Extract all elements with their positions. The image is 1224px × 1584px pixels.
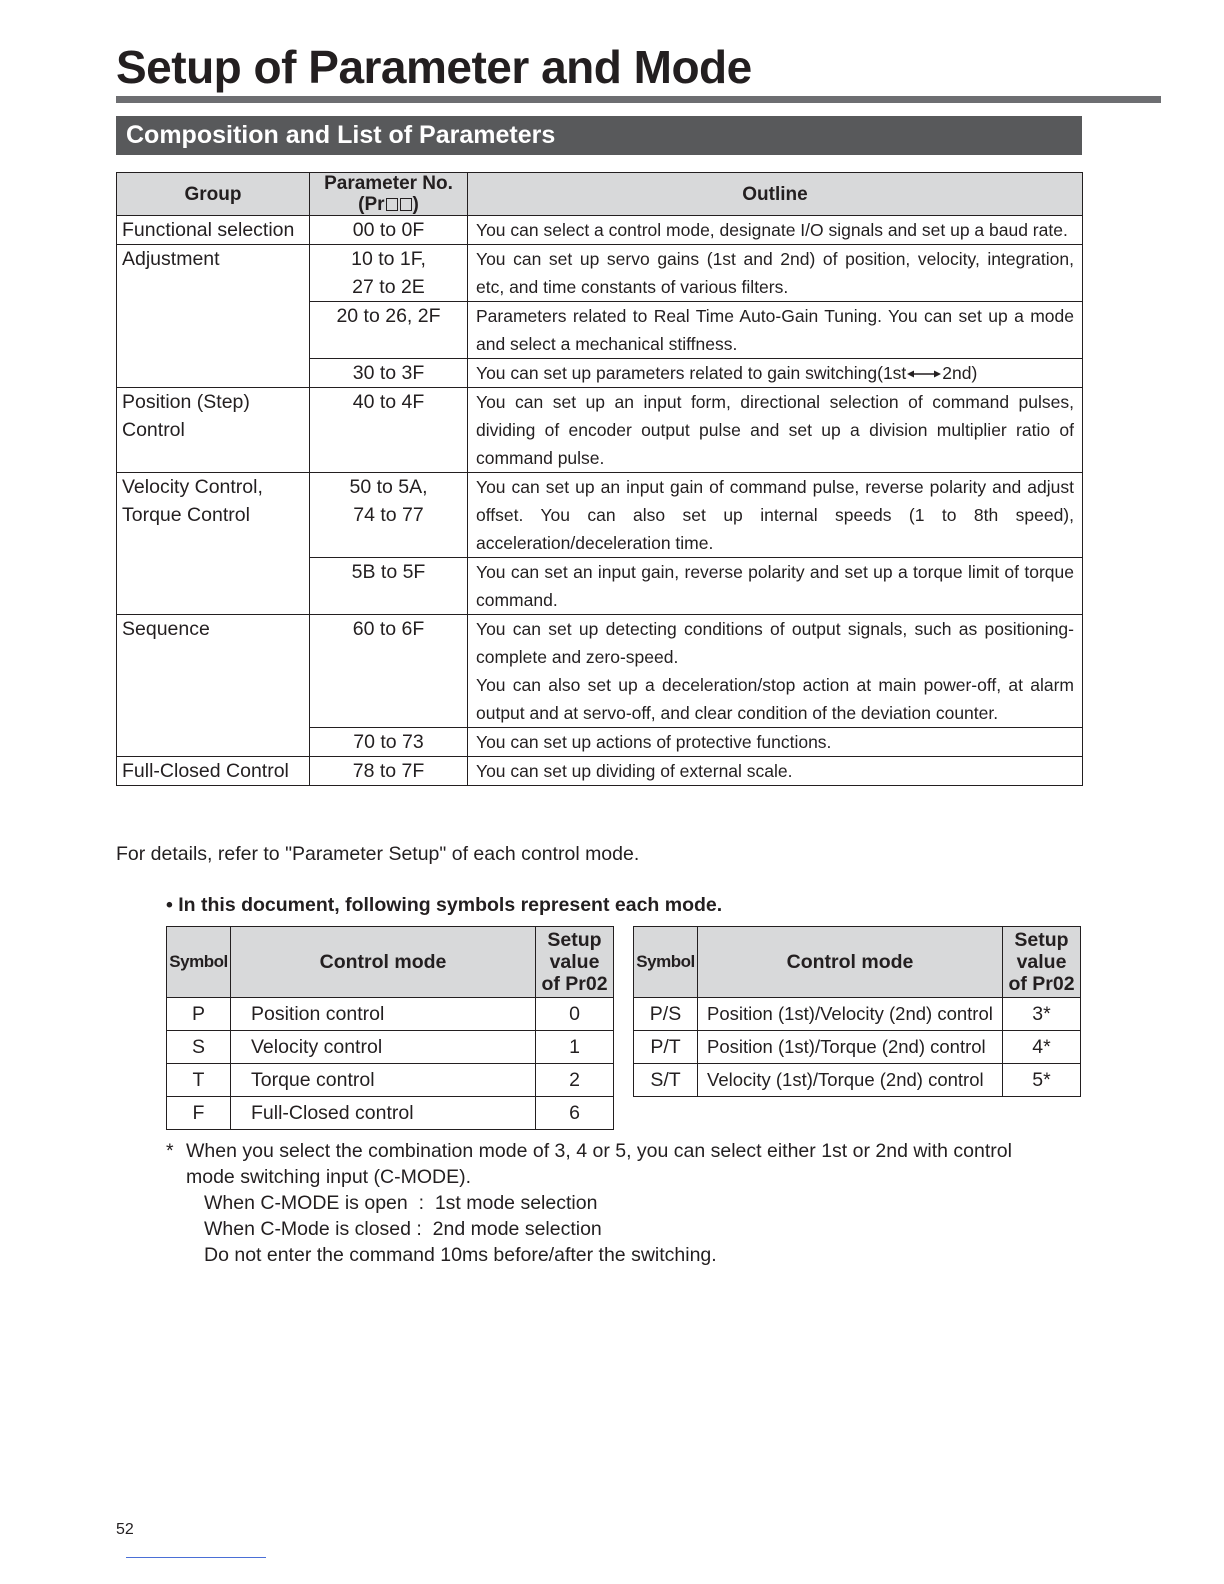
group-cell: Adjustment bbox=[117, 245, 310, 388]
symbol-cell: F bbox=[167, 1097, 231, 1130]
param-number-cell: 60 to 6F bbox=[310, 615, 468, 728]
header-parameter-no bbox=[310, 173, 468, 216]
symbol-cell: P/S bbox=[634, 998, 698, 1031]
footnote-line: When C-MODE is open : 1st mode selection bbox=[204, 1192, 598, 1214]
outline-cell: You can set an input gain, reverse polarity and set up a torque limit of torque command. bbox=[468, 558, 1083, 615]
table-row bbox=[117, 757, 1083, 786]
header-line: of Pr02 bbox=[1008, 973, 1075, 995]
symbol-cell: S/T bbox=[634, 1064, 698, 1097]
param-number-cell: 00 to 0F bbox=[310, 216, 468, 245]
param-number-cell: 40 to 4F bbox=[310, 388, 468, 473]
table-row bbox=[634, 1064, 1081, 1097]
group-cell: Sequence bbox=[117, 615, 310, 757]
table-header-row bbox=[117, 173, 1083, 216]
footnote-line: When you select the combination mode of 3, 4 or 5, you can select either 1st or 2nd with control bbox=[186, 1140, 1012, 1162]
mode-cell: Position control bbox=[231, 998, 536, 1031]
table-row bbox=[117, 388, 1083, 473]
outline-cell: You can select a control mode, designate I/O signals and set up a baud rate. bbox=[468, 216, 1083, 245]
value-cell: 0 bbox=[536, 998, 614, 1031]
table-row bbox=[117, 216, 1083, 245]
outline-paragraph: You can set up detecting conditions of output signals, such as positioning-complete and zero-speed. bbox=[476, 619, 1074, 667]
placeholder-box-icon bbox=[400, 198, 412, 211]
title-rule bbox=[116, 96, 1161, 103]
header-line: Setup bbox=[547, 929, 602, 951]
mode-cell: Velocity control bbox=[231, 1031, 536, 1064]
param-prefix: (Pr bbox=[358, 194, 385, 215]
value-cell: 5* bbox=[1003, 1064, 1081, 1097]
value-cell: 3* bbox=[1003, 998, 1081, 1031]
modes-heading: • In this document, following symbols represent each mode. bbox=[166, 894, 723, 916]
footnote-line: Do not enter the command 10ms before/after the switching. bbox=[204, 1244, 717, 1266]
header-param-line2 bbox=[310, 194, 467, 215]
param-number-cell bbox=[310, 473, 468, 558]
mode-cell: Full-Closed control bbox=[231, 1097, 536, 1130]
table-row bbox=[634, 998, 1081, 1031]
outline-cell: You can set up dividing of external scale. bbox=[468, 757, 1083, 786]
table-row bbox=[167, 998, 614, 1031]
header-line: value bbox=[549, 951, 600, 973]
table-row bbox=[117, 615, 1083, 728]
group-line: Torque Control bbox=[122, 504, 250, 526]
param-number-cell: 30 to 3F bbox=[310, 359, 468, 388]
placeholder-box-icon bbox=[386, 198, 398, 211]
param-number-cell: 20 to 26, 2F bbox=[310, 302, 468, 359]
table-header-row bbox=[167, 927, 614, 998]
param-number-cell bbox=[310, 245, 468, 302]
modes-table-left bbox=[166, 926, 614, 1130]
header-control-mode: Control mode bbox=[231, 927, 536, 998]
header-setup-value bbox=[1003, 927, 1081, 998]
header-line: value bbox=[1016, 951, 1067, 973]
symbol-cell: T bbox=[167, 1064, 231, 1097]
parameters-table bbox=[116, 172, 1083, 786]
group-cell bbox=[117, 388, 310, 473]
header-param-line1: Parameter No. bbox=[324, 173, 453, 194]
page-title: Setup of Parameter and Mode bbox=[116, 41, 752, 93]
header-group: Group bbox=[117, 173, 310, 216]
group-cell: Functional selection bbox=[117, 216, 310, 245]
outline-cell: Parameters related to Real Time Auto-Gain Tuning. You can set up a mode and select a mechanical stiffness. bbox=[468, 302, 1083, 359]
outline-cell bbox=[468, 359, 1083, 388]
outline-paragraph: You can also set up a deceleration/stop action at main power-off, at alarm output and at servo-off, and clear condition of the deviation counter. bbox=[476, 675, 1074, 723]
group-line: Control bbox=[122, 419, 185, 441]
table-row bbox=[634, 1031, 1081, 1064]
table-row bbox=[167, 1031, 614, 1064]
param-number-cell: 70 to 73 bbox=[310, 728, 468, 757]
header-symbol: Symbol bbox=[634, 927, 698, 998]
value-cell: 6 bbox=[536, 1097, 614, 1130]
group-cell: Full-Closed Control bbox=[117, 757, 310, 786]
header-control-mode: Control mode bbox=[698, 927, 1003, 998]
footer-rule bbox=[126, 1557, 266, 1558]
footnote-line: When C-Mode is closed : 2nd mode selection bbox=[204, 1218, 602, 1240]
double-arrow-icon bbox=[906, 368, 942, 380]
table-header-row bbox=[634, 927, 1081, 998]
footnote-line: mode switching input (C-MODE). bbox=[186, 1166, 471, 1188]
table-row bbox=[117, 245, 1083, 302]
header-outline: Outline bbox=[468, 173, 1083, 216]
outline-cell bbox=[468, 615, 1083, 728]
param-number-line: 50 to 5A, bbox=[349, 476, 428, 498]
footnote-marker: * bbox=[166, 1140, 174, 1162]
param-suffix: ) bbox=[412, 194, 419, 215]
mode-cell: Torque control bbox=[231, 1064, 536, 1097]
outline-cell: You can set up an input form, directional selection of command pulses, dividing of encoder output pulse and set up a division multiplier ratio of command pulse. bbox=[468, 388, 1083, 473]
outline-cell: You can set up servo gains (1st and 2nd) of position, velocity, integration, etc, and time constants of various filters. bbox=[468, 245, 1083, 302]
param-number-cell: 5B to 5F bbox=[310, 558, 468, 615]
mode-cell: Velocity (1st)/Torque (2nd) control bbox=[698, 1064, 1003, 1097]
page-number: 52 bbox=[116, 1521, 134, 1538]
symbol-cell: P bbox=[167, 998, 231, 1031]
outline-text: 2nd) bbox=[942, 363, 978, 383]
outline-cell: You can set up actions of protective functions. bbox=[468, 728, 1083, 757]
table-row bbox=[167, 1097, 614, 1130]
table-row bbox=[117, 473, 1083, 558]
header-line: Setup bbox=[1014, 929, 1069, 951]
outline-text: You can set up parameters related to gain switching(1st bbox=[476, 363, 907, 383]
details-note: For details, refer to "Parameter Setup" of each control mode. bbox=[116, 843, 640, 865]
param-number-cell: 78 to 7F bbox=[310, 757, 468, 786]
param-number-line: 10 to 1F, bbox=[351, 248, 426, 270]
table-row bbox=[167, 1064, 614, 1097]
outline-cell: You can set up an input gain of command pulse, reverse polarity and adjust offset. You can also set up internal speeds (1 to 8th speed), acceleration/deceleration time. bbox=[468, 473, 1083, 558]
value-cell: 1 bbox=[536, 1031, 614, 1064]
header-setup-value bbox=[536, 927, 614, 998]
param-number-line: 74 to 77 bbox=[353, 504, 424, 526]
section-heading: Composition and List of Parameters bbox=[116, 116, 1082, 155]
value-cell: 4* bbox=[1003, 1031, 1081, 1064]
group-line: Velocity Control, bbox=[122, 476, 263, 498]
value-cell: 2 bbox=[536, 1064, 614, 1097]
mode-cell: Position (1st)/Torque (2nd) control bbox=[698, 1031, 1003, 1064]
group-cell bbox=[117, 473, 310, 615]
symbol-cell: S bbox=[167, 1031, 231, 1064]
group-line: Position (Step) bbox=[122, 391, 250, 413]
mode-cell: Position (1st)/Velocity (2nd) control bbox=[698, 998, 1003, 1031]
modes-table-right bbox=[633, 926, 1081, 1097]
param-number-line: 27 to 2E bbox=[352, 276, 425, 298]
symbol-cell: P/T bbox=[634, 1031, 698, 1064]
header-symbol: Symbol bbox=[167, 927, 231, 998]
header-line: of Pr02 bbox=[541, 973, 608, 995]
